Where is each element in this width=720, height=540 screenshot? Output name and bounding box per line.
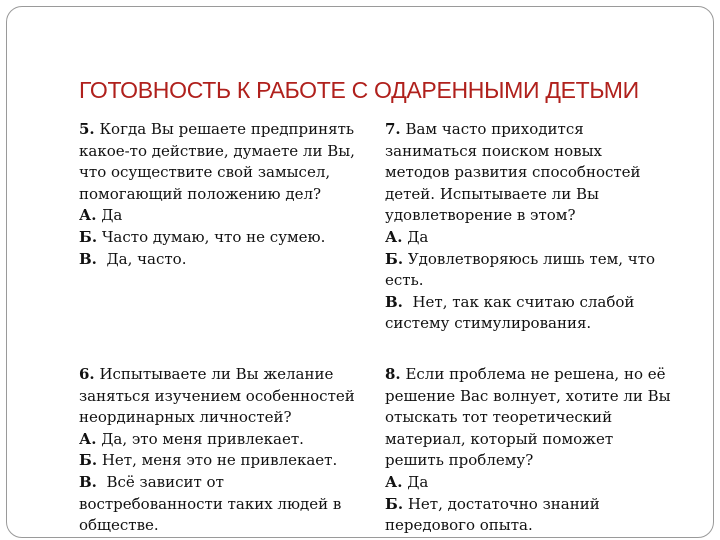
- question-6: [79, 364, 355, 537]
- question-number: 7.: [385, 120, 401, 138]
- answer-option-v: [79, 472, 355, 494]
- option-text: Да: [407, 227, 429, 246]
- question-text: детей. Испытываете ли Вы: [385, 184, 599, 203]
- page-title: ГОТОВНОСТЬ К РАБОТЕ С ОДАРЕННЫМИ ДЕТЬМИ: [79, 77, 639, 103]
- question-text: какое-то действие, думаете ли Вы,: [79, 141, 355, 160]
- question-text: что осуществите свой замысел,: [79, 163, 331, 182]
- option-letter: Б.: [385, 249, 404, 268]
- answer-option-b: [385, 249, 655, 271]
- option-text: Нет, так как считаю слабой: [412, 292, 635, 311]
- option-letter: А.: [385, 472, 403, 491]
- question-text: удовлетворение в этом?: [385, 206, 576, 225]
- option-text-continued: обществе.: [79, 516, 159, 535]
- question-text: решение Вас волнует, хотите ли Вы: [385, 386, 671, 405]
- answer-option-v: [385, 292, 655, 314]
- answer-option-a: [79, 205, 355, 227]
- option-text-continued: передового опыта.: [385, 516, 533, 535]
- option-text-continued: есть.: [385, 271, 424, 290]
- option-text: Нет, достаточно знаний: [407, 494, 600, 513]
- option-letter: А.: [79, 206, 97, 225]
- option-text-continued: востребованности таких людей в: [79, 494, 342, 513]
- question-number: 8.: [385, 365, 401, 383]
- option-text: Всё зависит от: [106, 472, 224, 491]
- question-text: заняться изучением особенностей: [79, 386, 355, 405]
- option-letter: Б.: [79, 227, 98, 246]
- answer-option-b: [79, 227, 355, 249]
- option-letter: В.: [385, 292, 403, 311]
- option-letter: А.: [385, 227, 403, 246]
- question-text: отыскать тот теоретический: [385, 408, 613, 427]
- question-5: [79, 119, 355, 270]
- question-text: материал, который поможет: [385, 429, 614, 448]
- question-number: 6.: [79, 365, 95, 383]
- question-7: [385, 119, 655, 335]
- option-text: Да: [407, 472, 429, 491]
- answer-option-a: [385, 227, 655, 249]
- question-text: Испытываете ли Вы желание: [99, 365, 334, 383]
- option-letter: А.: [79, 429, 97, 448]
- question-text: Когда Вы решаете предпринять: [99, 120, 355, 138]
- question-text: заниматься поиском новых: [385, 141, 602, 160]
- question-text: Вам часто приходится: [405, 120, 584, 138]
- question-text: методов развития способностей: [385, 163, 641, 182]
- option-letter: Б.: [385, 494, 404, 513]
- answer-option-v: [79, 249, 355, 271]
- option-letter: В.: [79, 249, 97, 268]
- question-number: 5.: [79, 120, 95, 138]
- option-text: Да: [101, 206, 123, 225]
- option-text: Нет, меня это не привлекает.: [101, 451, 338, 470]
- question-text: решить проблему?: [385, 451, 534, 470]
- question-text: неординарных личностей?: [79, 408, 292, 427]
- question-8: [385, 364, 671, 537]
- option-letter: Б.: [79, 451, 98, 470]
- option-text: Да, часто.: [106, 249, 187, 268]
- option-letter: В.: [79, 472, 97, 491]
- option-text: Да, это меня привлекает.: [101, 429, 304, 448]
- answer-option-b: [79, 450, 355, 472]
- option-text: Часто думаю, что не сумею.: [101, 227, 326, 246]
- answer-option-a: [79, 429, 355, 451]
- option-text: Удовлетворяюсь лишь тем, что: [407, 249, 656, 268]
- question-text: помогающий положению дел?: [79, 184, 322, 203]
- answer-option-a: [385, 472, 671, 494]
- answer-option-b: [385, 494, 671, 516]
- question-text: Если проблема не решена, но её: [405, 365, 666, 383]
- option-text-continued: систему стимулирования.: [385, 314, 592, 333]
